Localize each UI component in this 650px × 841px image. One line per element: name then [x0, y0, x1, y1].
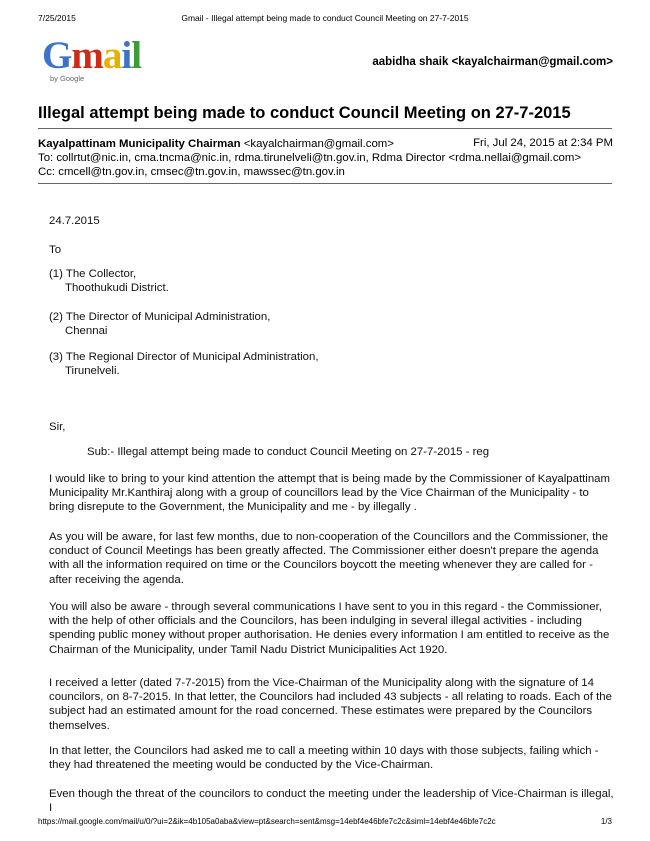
paragraph: As you will be aware, for last few months, due to non-cooperation of the Councillors and the Commissioner, the conduct of Council Meetings has been greatly affected. The Commissioner either doesn't prepare the agenda with all the information required on time or the Councilors boycott the meeting whenever they are called for - after receiving the agenda. — [49, 531, 609, 586]
addressee-line1: (1) The Collector, — [49, 268, 137, 280]
addressee-2 — [49, 310, 614, 338]
sender-address: <kayalchairman@gmail.com> — [243, 138, 394, 150]
email-cc: Cc: cmcell@tn.gov.in, cmsec@tn.gov.in, mawssec@tn.gov.in — [38, 166, 345, 178]
email-from — [38, 137, 394, 151]
addressee-line1: (3) The Regional Director of Municipal Administration, — [49, 351, 319, 363]
logo-byline: by Google — [50, 74, 85, 83]
letter-date: 24.7.2015 — [49, 215, 100, 227]
paragraph: In that letter, the Councilors had asked me to call a meeting within 10 days with those subjects, failing which - they had threatened the meeting would be conducted by the Vice-Chairman. — [49, 745, 599, 772]
print-title: Gmail - Illegal attempt being made to conduct Council Meeting on 27-7-2015 — [181, 13, 469, 23]
paragraph: Even though the threat of the councilors to conduct the meeting under the leadership of Vice-Chairman is illegal, I — [49, 788, 614, 815]
addressee-line2: Thoothukudi District. — [65, 282, 169, 295]
salutation: Sir, — [49, 421, 66, 433]
letter-to: To — [49, 244, 62, 256]
print-page-number: 1/3 — [600, 817, 612, 826]
paragraph: You will also be aware - through several communications I have sent to you in this regard - the Commissioner, with the help of other officials and the Councilors, has been indulging in several illegal activities - including spending public money without proper authorisation. He denies every information I am entitled to receive as the Chairman of the Municipality, under Tamil Nadu District Municipalities Act 1920. — [49, 601, 610, 656]
account-label: aabidha shaik <kayalchairman@gmail.com> — [372, 56, 613, 68]
logo-letter: m — [71, 34, 103, 77]
paragraph: I would like to bring to your kind attention the attempt that is being made by the Commissioner of Kayalpattinam Municipality Mr.Kanthiraj along with a group of councillors lead by the Vice Chairman of the Municipality - to bring disrepute to the Government, the Municipality and me - by illegally . — [49, 473, 610, 514]
email-to: To: collrtut@nic.in, cma.tncma@nic.in, rdma.tirunelveli@tn.gov.in, Rdma Director <rdma.nellai@gmail.com> — [38, 152, 581, 164]
email-subject: Illegal attempt being made to conduct Council Meeting on 27-7-2015 — [38, 104, 571, 122]
addressee-line2: Chennai — [65, 325, 108, 338]
logo-letter: i — [121, 34, 132, 77]
logo-letter: a — [102, 34, 122, 77]
print-date: 7/25/2015 — [38, 13, 76, 23]
logo-letter: G — [42, 34, 72, 77]
letter-sub: Sub:- Illegal attempt being made to conduct Council Meeting on 27-7-2015 - reg — [87, 446, 490, 458]
addressee-line2: Tirunelveli. — [65, 365, 120, 378]
print-url: https://mail.google.com/mail/u/0/?ui=2&ik=4b105a0aba&view=pt&search=sent&msg=14ebf4e46bfe7c2c&siml=14ebf4e46bfe7c2c — [38, 817, 496, 826]
sender-name: Kayalpattinam Municipality Chairman — [38, 138, 241, 150]
addressee-line1: (2) The Director of Municipal Administration, — [49, 311, 271, 323]
gmail-logo — [42, 36, 162, 86]
logo-letter: l — [131, 34, 142, 77]
header-divider — [38, 183, 612, 184]
addressee-3 — [49, 350, 614, 378]
email-date: Fri, Jul 24, 2015 at 2:34 PM — [473, 137, 613, 149]
addressee-1 — [49, 267, 614, 295]
subject-divider — [38, 128, 612, 129]
paragraph: I received a letter (dated 7-7-2015) from the Vice-Chairman of the Municipality along with the signature of 14 councilors, on 8-7-2015. In that letter, the Councilors had included 43 subjects - all relating to roads. Each of the subject had an estimated amount for the road concerned. These estimates were prepared by the Councilors themselves. — [49, 677, 612, 732]
